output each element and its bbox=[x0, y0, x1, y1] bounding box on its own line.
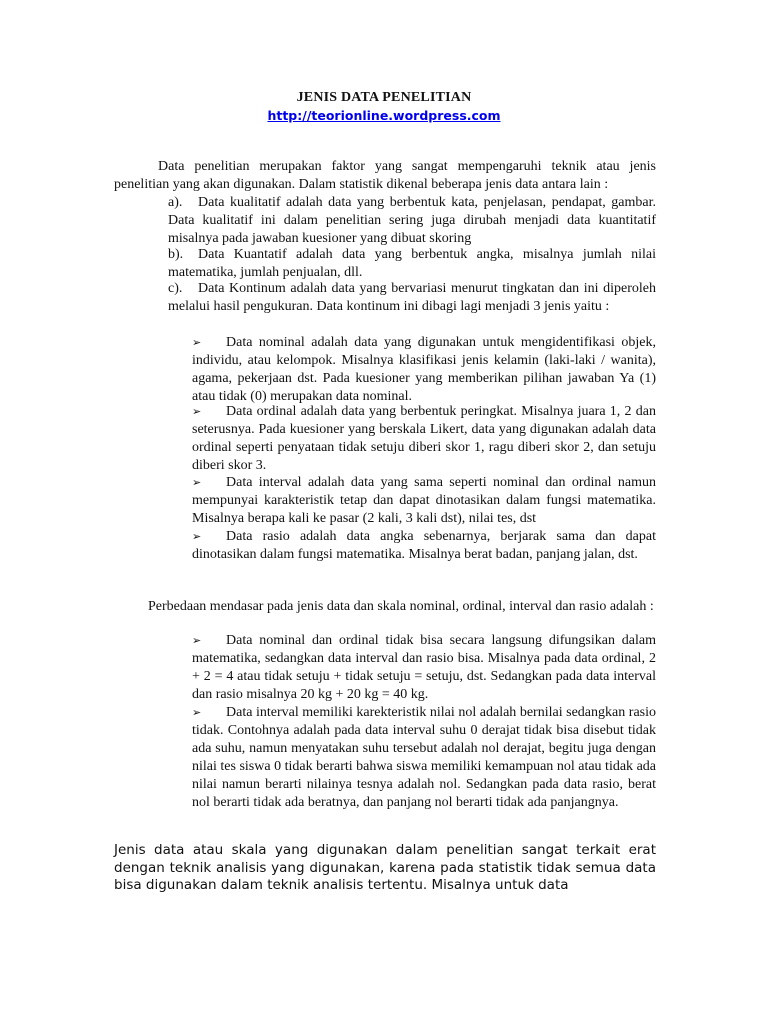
bullet-text: Data interval memiliki karekteristik nilai nol adalah bernilai sedangkan rasio tidak. Contohnya adalah pada data interval suhu 0 derajat tidak bisa disebut tidak ada suhu, namun menyatakan suhu tersebut adalah nol derajat, begitu juga dengan nilai tes siswa 0 tidak berarti bahwa siswa memiliki kemampuan nol atau tidak ada nilai namun berarti nilainya tesnya adalah nol. Sedangkan pada data rasio, berat nol berarti tidak ada beratnya, dan panjang nol berarti tidak ada panjangnya. bbox=[192, 705, 656, 810]
list-item-text: Data Kontinum adalah data yang bervariasi menurut tingkatan dan ini diperoleh melalui hasil pengukuran. Data kontinum ini dibagi lagi menjadi 3 jenis yaitu : bbox=[168, 281, 656, 314]
arrow-bullet-icon: ➢ bbox=[192, 476, 202, 489]
bullet-text: Data nominal dan ordinal tidak bisa secara langsung difungsikan dalam matematika, sedangkan data interval dan rasio bisa. Misalnya pada data ordinal, 2 + 2 = 4 atau tidak setuju + tidak setuju = setuju, dst. Sedangkan pada data interval dan rasio misalnya 20 kg + 20 kg = 40 kg. bbox=[192, 633, 656, 702]
difference-paragraph: Perbedaan mendasar pada jenis data dan skala nominal, ordinal, interval dan rasio adalah : bbox=[148, 599, 654, 614]
arrow-bullet-icon: ➢ bbox=[192, 530, 202, 543]
list-marker: b). bbox=[168, 247, 184, 262]
document-title: JENIS DATA PENELITIAN bbox=[296, 90, 472, 105]
data-type-item bbox=[168, 280, 656, 316]
arrow-bullet-icon: ➢ bbox=[192, 336, 202, 349]
arrow-bullet-icon: ➢ bbox=[192, 706, 202, 719]
difference-bullet-item bbox=[192, 704, 656, 812]
list-item-text: Data kualitatif adalah data yang berbentuk kata, penjelasan, pendapat, gambar. Data kualitatif ini dalam penelitian sering juga dirubah menjadi data kuantitatif misalnya pada jawaban kuesioner yang dibuat skoring bbox=[168, 195, 656, 246]
bullet-text: Data ordinal adalah data yang berbentuk peringkat. Misalnya juara 1, 2 dan seterusnya. Pada kuesioner yang berskala Likert, data yang digunakan adalah data ordinal seperti penyataan tidak setuju diberi skor 1, ragu diberi skor 2, dan setuju diberi skor 3. bbox=[192, 404, 656, 473]
closing-paragraph: Jenis data atau skala yang digunakan dalam penelitian sangat terkait erat dengan teknik analisis yang digunakan, karena pada statistik tidak semua data bisa digunakan dalam teknik analisis tertentu. Misalnya untuk data bbox=[114, 842, 656, 893]
bullet-text: Data nominal adalah data yang digunakan untuk mengidentifikasi objek, individu, atau kelompok. Misalnya klasifikasi jenis kelamin (laki-laki / wanita), agama, pekerjaan dst. Pada kuesioner yang memberikan pilihan jawaban Ya (1) atau tidak (0) merupakan data nominal. bbox=[192, 335, 656, 404]
continuum-bullet-item bbox=[192, 403, 656, 475]
list-marker: c). bbox=[168, 281, 183, 296]
bullet-text: Data interval adalah data yang sama seperti nominal dan ordinal namun mempunyai karakteristik tetap dan dapat dinotasikan dalam fungsi matematika. Misalnya berapa kali ke pasar (2 kali, 3 kali dst), nilai tes, dst bbox=[192, 475, 656, 526]
arrow-bullet-icon: ➢ bbox=[192, 405, 202, 418]
continuum-bullet-item bbox=[192, 334, 656, 406]
arrow-bullet-icon: ➢ bbox=[192, 634, 202, 647]
continuum-bullet-item bbox=[192, 528, 656, 564]
data-type-item bbox=[168, 194, 656, 248]
list-item-text: Data Kuantatif adalah data yang berbentuk angka, misalnya jumlah nilai matematika, jumlah penjualan, dll. bbox=[168, 247, 656, 280]
source-link[interactable]: http://teorionline.wordpress.com bbox=[267, 108, 501, 123]
bullet-text: Data rasio adalah data angka sebenarnya, berjarak sama dan dapat dinotasikan dalam fungsi matematika. Misalnya berat badan, panjang jalan, dst. bbox=[192, 529, 656, 562]
continuum-bullet-item bbox=[192, 474, 656, 528]
data-type-item bbox=[168, 246, 656, 282]
intro-paragraph: Data penelitian merupakan faktor yang sangat mempengaruhi teknik atau jenis penelitian yang akan digunakan. Dalam statistik dikenal beberapa jenis data antara lain : bbox=[114, 159, 656, 192]
list-marker: a). bbox=[168, 195, 183, 210]
difference-bullet-item bbox=[192, 632, 656, 704]
